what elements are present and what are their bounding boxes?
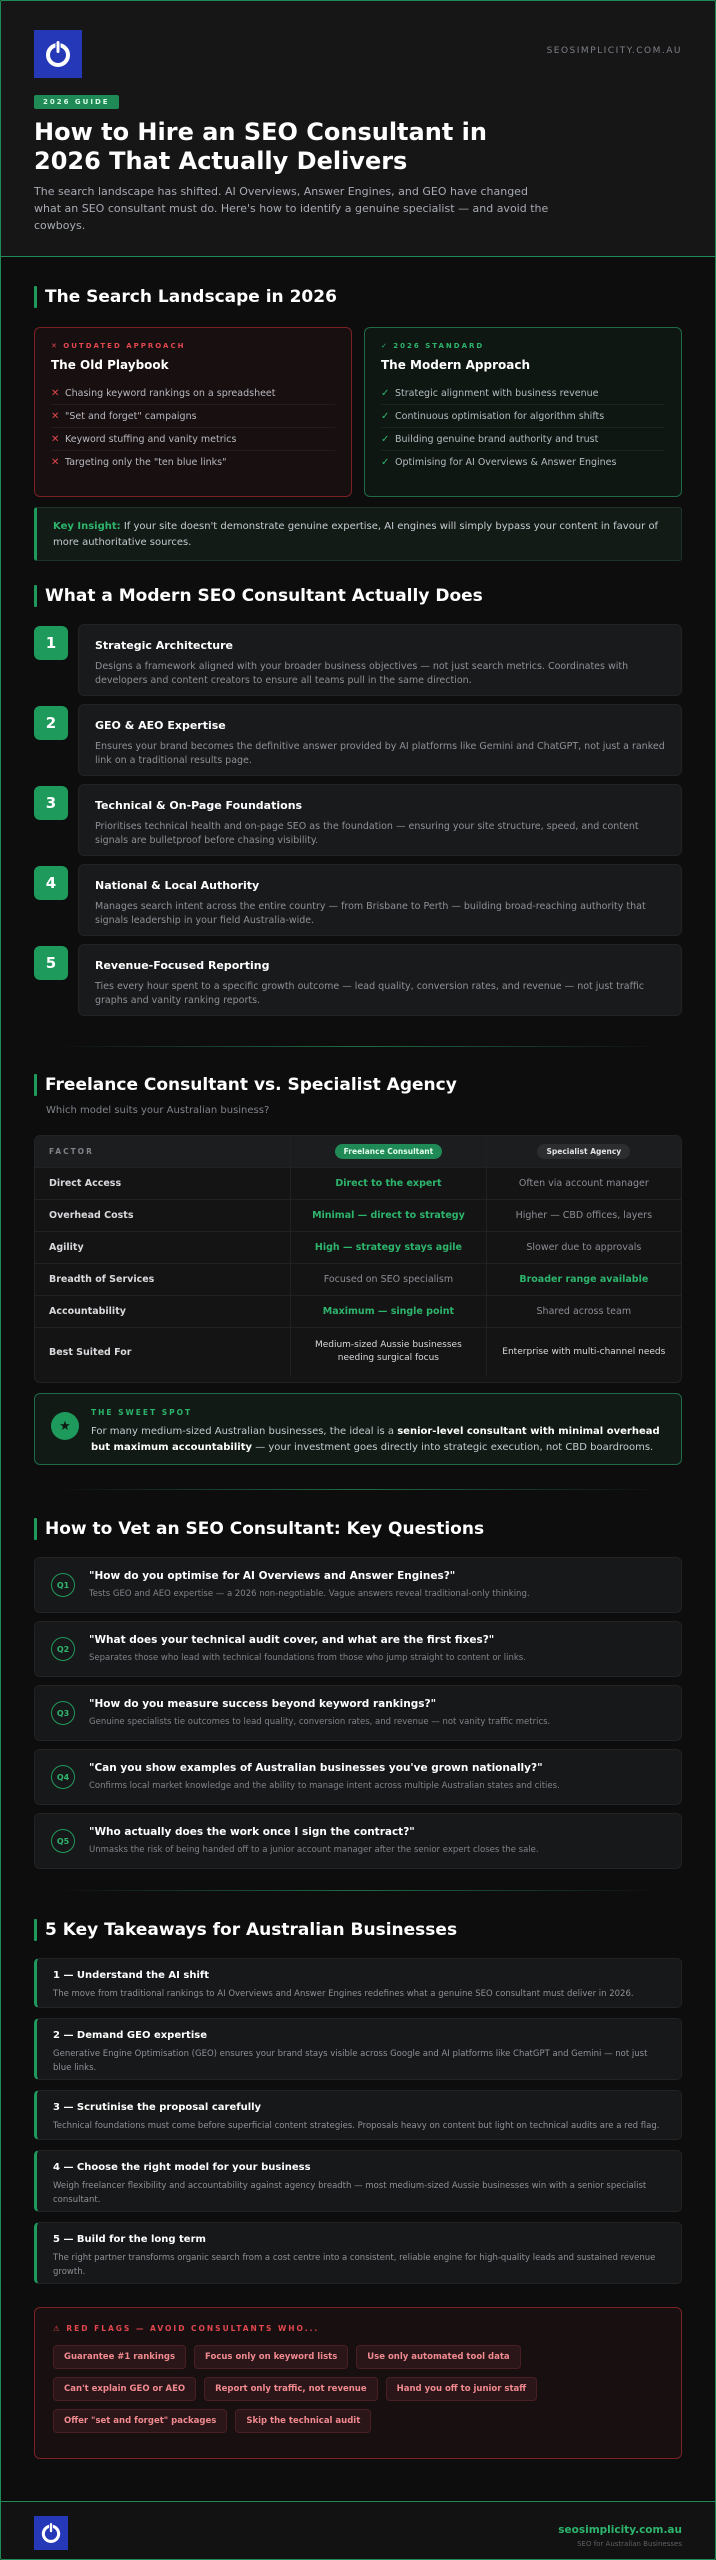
takeaway-card: 3 — Scrutinise the proposal carefully Technical foundations must come before superficial content strategies. Proposals heavy on content but light on technical audits are a red flag. (34, 2090, 682, 2140)
takeaway-card: 4 — Choose the right model for your business Weigh freelancer flexibility and accountability against agency breadth — most medium-sized Aussie businesses win with a senior specialist consultant. (34, 2150, 682, 2212)
section-title-landscape: The Search Landscape in 2026 (34, 286, 337, 308)
red-flags-panel (34, 2307, 682, 2459)
table-row: Agility High — strategy stays agile Slower due to approvals (35, 1232, 681, 1264)
cross-icon: ✕ (51, 433, 60, 445)
guide-badge: 2026 GUIDE (34, 95, 119, 109)
freelance-header-pill: Freelance Consultant (335, 1144, 443, 1159)
check-icon: ✓ (381, 410, 390, 422)
standard-tag: ✓ 2026 STANDARD (381, 342, 485, 350)
outdated-tag: ✕ OUTDATED APPROACH (51, 342, 186, 350)
question-card: Q3 "How do you measure success beyond keyword rankings?" Genuine specialists tie outcomes to lead quality, conversion rates, and revenue — not vanity traffic metrics. (34, 1685, 682, 1741)
agency-header-pill: Specialist Agency (537, 1144, 630, 1159)
question-card: Q1 "How do you optimise for AI Overviews and Answer Engines?" Tests GEO and AEO expertise — a 2026 non-negotiable. Vague answers reveal traditional-only thinking. (34, 1557, 682, 1613)
step-number: 3 (34, 786, 68, 820)
step-card: GEO & AEO Expertise Ensures your brand becomes the definitive answer provided by AI platforms like Gemini and ChatGPT, not just a ranked link on a traditional results page. (78, 704, 682, 776)
footer-tagline: SEO for Australian Businesses (577, 2540, 682, 2548)
cross-icon: ✕ (51, 387, 60, 399)
question-card: Q4 "Can you show examples of Australian businesses you've grown nationally?" Confirms local market knowledge and the ability to manage intent across multiple Australian states and cities. (34, 1749, 682, 1805)
old-playbook-title: The Old Playbook (51, 358, 169, 372)
red-flags-title: ⚠ RED FLAGS — AVOID CONSULTANTS WHO... (53, 2324, 320, 2333)
check-icon: ✓ (381, 387, 390, 399)
footer-logo[interactable] (34, 2516, 68, 2550)
divider (55, 1046, 661, 1047)
cross-icon: ✕ (51, 457, 60, 468)
question-card: Q5 "Who actually does the work once I sign the contract?" Unmasks the risk of being handed off to a junior account manager after the senior expert closes the sale. (34, 1813, 682, 1869)
star-icon: ★ (51, 1412, 79, 1440)
table-row: Breadth of Services Focused on SEO specialism Broader range available (35, 1264, 681, 1296)
question-badge: Q2 (51, 1637, 75, 1661)
question-card: Q2 "What does your technical audit cover, and what are the first fixes?" Separates those who lead with technical foundations from those who jump straight to content or links. (34, 1621, 682, 1677)
red-flag-chip: Guarantee #1 rankings (53, 2345, 186, 2369)
step-number: 4 (34, 866, 68, 900)
takeaway-card: 1 — Understand the AI shift The move from traditional rankings to AI Overviews and Answer Engines redefines what a genuine SEO consultant must deliver in 2026. (34, 1958, 682, 2008)
list-item: ✕ Chasing keyword rankings on a spreadsheet (51, 382, 335, 405)
takeaway-card: 5 — Build for the long term The right partner transforms organic search from a cost centre into a consistent, reliable engine for high-quality leads and sustained revenue growth. (34, 2222, 682, 2284)
question-badge: Q3 (51, 1701, 75, 1725)
list-item: ✓ Optimising for AI Overviews & Answer Engines (381, 457, 617, 468)
table-row: Best Suited For Medium-sized Aussie businesses needing surgical focus Enterprise with multi-channel needs (35, 1328, 681, 1376)
hero-header (0, 0, 716, 257)
comparison-table (34, 1135, 682, 1383)
section-title-takeaways: 5 Key Takeaways for Australian Businesses (34, 1919, 457, 1941)
step-number: 2 (34, 706, 68, 740)
check-icon: ✓ (381, 433, 390, 445)
section-title-compare: Freelance Consultant vs. Specialist Agency (34, 1074, 457, 1096)
list-item: ✓ Strategic alignment with business revenue (381, 382, 665, 405)
power-icon (38, 2520, 64, 2546)
step-number: 1 (34, 626, 68, 660)
divider (55, 1890, 661, 1891)
step-card: National & Local Authority Manages search intent across the entire country — from Brisbane to Perth — building broad-reaching authority that signals leadership in your field Australia-wide. (78, 864, 682, 936)
sweet-spot-callout: ★ THE SWEET SPOT For many medium-sized Australian businesses, the ideal is a senior-level consultant with minimal overhead but maximum accountability — your investment goes directly into strategic execution, not CBD boardrooms. (34, 1393, 682, 1465)
list-item: ✓ Building genuine brand authority and trust (381, 428, 665, 451)
list-item: ✕ "Set and forget" campaigns (51, 405, 335, 428)
power-icon (41, 37, 75, 71)
step-card: Technical & On-Page Foundations Prioritises technical health and on-page SEO as the foundation — ensuring your site structure, speed, and content signals are bulletproof before chasing visibility. (78, 784, 682, 856)
step-card: Revenue-Focused Reporting Ties every hour spent to a specific growth outcome — lead quality, conversion rates, and revenue — not just traffic graphs and vanity ranking reports. (78, 944, 682, 1016)
step-number: 5 (34, 946, 68, 980)
red-flag-chip: Focus only on keyword lists (194, 2345, 348, 2369)
check-icon: ✓ (381, 457, 390, 468)
list-item: ✕ Targeting only the "ten blue links" (51, 457, 227, 468)
site-url[interactable]: SEOSIMPLICITY.COM.AU (546, 46, 682, 56)
divider (55, 1489, 661, 1490)
red-flag-chip: Skip the technical audit (235, 2409, 371, 2433)
footer-url[interactable]: seosimplicity.com.au (558, 2524, 682, 2536)
old-playbook-card (34, 327, 352, 497)
footer (0, 2501, 716, 2560)
red-flag-chip: Hand you off to junior staff (386, 2377, 538, 2401)
modern-approach-card (364, 327, 682, 497)
list-item: ✓ Continuous optimisation for algorithm shifts (381, 405, 665, 428)
page-intro: The search landscape has shifted. AI Overviews, Answer Engines, and GEO have changed what an SEO consultant must do. Here's how to identify a genuine specialist — and avoid the cowboys. (34, 185, 549, 232)
section-title-vetting: How to Vet an SEO Consultant: Key Questions (34, 1518, 484, 1540)
table-row: Direct Access Direct to the expert Often via account manager (35, 1168, 681, 1200)
red-flag-chip: Use only automated tool data (356, 2345, 520, 2369)
section-title-modern: What a Modern SEO Consultant Actually Does (34, 585, 483, 607)
table-row: Overhead Costs Minimal — direct to strategy Higher — CBD offices, layers (35, 1200, 681, 1232)
question-badge: Q5 (51, 1829, 75, 1853)
red-flag-chip: Offer "set and forget" packages (53, 2409, 227, 2433)
takeaway-card: 2 — Demand GEO expertise Generative Engine Optimisation (GEO) ensures your brand stays visible across Google and AI platforms like ChatGPT and Gemini — not just blue links. (34, 2018, 682, 2080)
red-flag-chip: Report only traffic, not revenue (204, 2377, 378, 2401)
step-card: Strategic Architecture Designs a framework aligned with your broader business objectives — not just search metrics. Coordinates with developers and content creators to ensure all teams pull in the same direction. (78, 624, 682, 696)
red-flag-chip: Can't explain GEO or AEO (53, 2377, 196, 2401)
logo[interactable] (34, 30, 82, 78)
cross-icon: ✕ (51, 410, 60, 422)
table-row: Accountability Maximum — single point Shared across team (35, 1296, 681, 1328)
modern-approach-title: The Modern Approach (381, 358, 530, 372)
question-badge: Q4 (51, 1765, 75, 1789)
section-subtitle: Which model suits your Australian business? (46, 1105, 270, 1116)
key-insight-callout: Key Insight: If your site doesn't demonstrate genuine expertise, AI engines will simply bypass your content in favour of more authoritative sources. (34, 507, 682, 561)
list-item: ✕ Keyword stuffing and vanity metrics (51, 428, 335, 451)
page-title: How to Hire an SEO Consultant in 2026 That Actually Delivers (34, 118, 487, 175)
question-badge: Q1 (51, 1573, 75, 1597)
table-header: FACTOR Freelance Consultant Specialist Agency (35, 1136, 681, 1168)
